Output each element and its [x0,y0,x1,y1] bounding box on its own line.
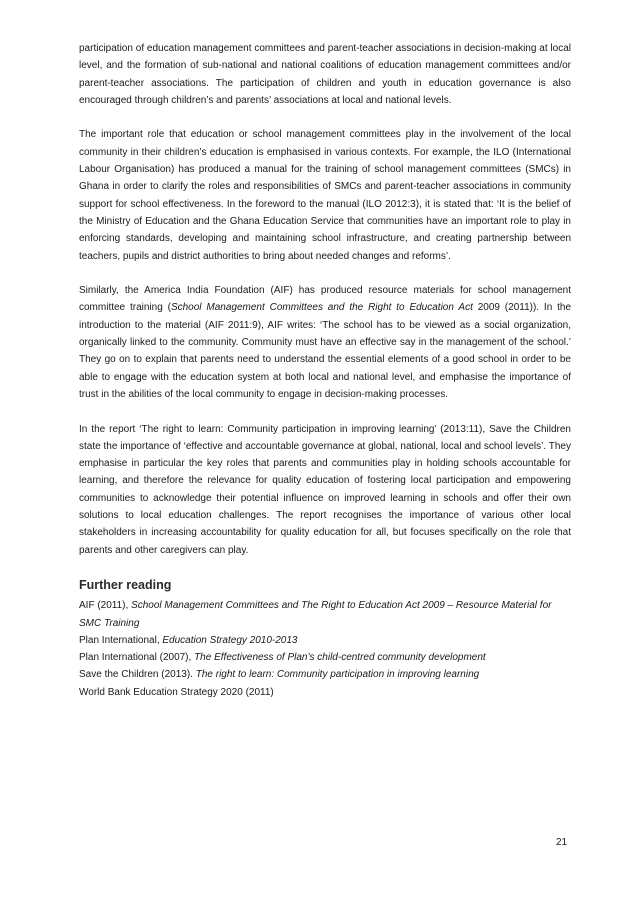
reference-item [79,649,571,666]
reference-item [79,597,571,632]
reference-item [79,666,571,683]
reference-list [79,597,571,701]
text-run: Plan International (2007), [79,652,195,664]
italic-text: School Management Committees and the Right to Education Act [170,302,473,314]
paragraph [79,282,571,403]
text-run: 2009 (2011)). In the introduction to the material (AIF 2011:9), AIF writes: ‘The school has to be viewed as a social organization, organically linked to the community. Community must have an effective say in the management of the school.’ They go on to explain that parents need to understand the essential elements of a good school in order to be able to engage with the education system at both local and national level, and emphasise the importance of trust in the abilities of the local community to engage in decision-making processes. [79,302,572,400]
text-run: Plan International, [79,634,163,646]
paragraph [79,40,571,109]
reference-item [79,684,571,701]
text-run: Similarly, the America India Foundation (AIF) has produced resource materials for school management committee training ( [79,285,571,314]
page-number: 21 [556,837,568,848]
reference-item [79,632,571,649]
italic-text: School Management Committees and The Right to Education Act 2009 – Resource Material for SMC Training [79,600,552,629]
further-reading-section [79,576,571,701]
text-run: World Bank Education Strategy 2020 (2011) [79,686,274,698]
body-text [79,40,571,559]
page-content [79,40,571,701]
text-run: The important role that education or school management committees play in the involvement of the local community in their children’s education is emphasised in various contexts. For example, the ILO (International Labour Organisation) has produced a manual for the training of school management committees (SMCs) in Ghana in order to clarify the roles and responsibilities of SMCs and parent-teacher associations in community support for school effectiveness. In the foreword to the manual (ILO 2012:3), it is stated that: ‘It is the belief of the Ministry of Education and the Ghana Education Service that communities have an important role to play in enforcing standards, developing and maintaining school infrastructure, and creating partnership between teachers, pupils and district authorities to bring about needed changes and reforms’. [79,129,571,262]
text-run: AIF (2011), [79,600,132,612]
italic-text: The Effectiveness of Plan’s child-centred community development [194,652,486,664]
further-reading-heading: Further reading [79,578,172,593]
text-run: In the report ‘The right to learn: Community participation in improving learning’ (2013:11), Save the Children state the importance of ‘effective and accountable governance at global, national, local and school levels’. They emphasise in particular the key roles that parents and communities play in holding schools accountable for learning, and therefore the relevance for quality education of fostering local participation and empowering communities to acknowledge their potential influence on improved learning in schools and offer their own solutions to local education challenges. The report recognises the importance of various other local stakeholders in increasing accountability for quality education for all, but focuses specifically on the role that parents and other caregivers can play. [79,423,571,556]
paragraph [79,421,571,559]
text-run: Save the Children (2013). [79,669,196,681]
italic-text: The right to learn: Community participation in improving learning [195,669,480,681]
text-run: participation of education management committees and parent-teacher associations in decision-making at local level, and the formation of sub-national and national coalitions of education management committees and/or parent-teacher associations. The participation of children and youth in education governance is also encouraged through children’s and parents’ associations at local and national levels. [79,43,571,106]
italic-text: Education Strategy 2010-2013 [162,634,298,646]
paragraph [79,126,571,264]
